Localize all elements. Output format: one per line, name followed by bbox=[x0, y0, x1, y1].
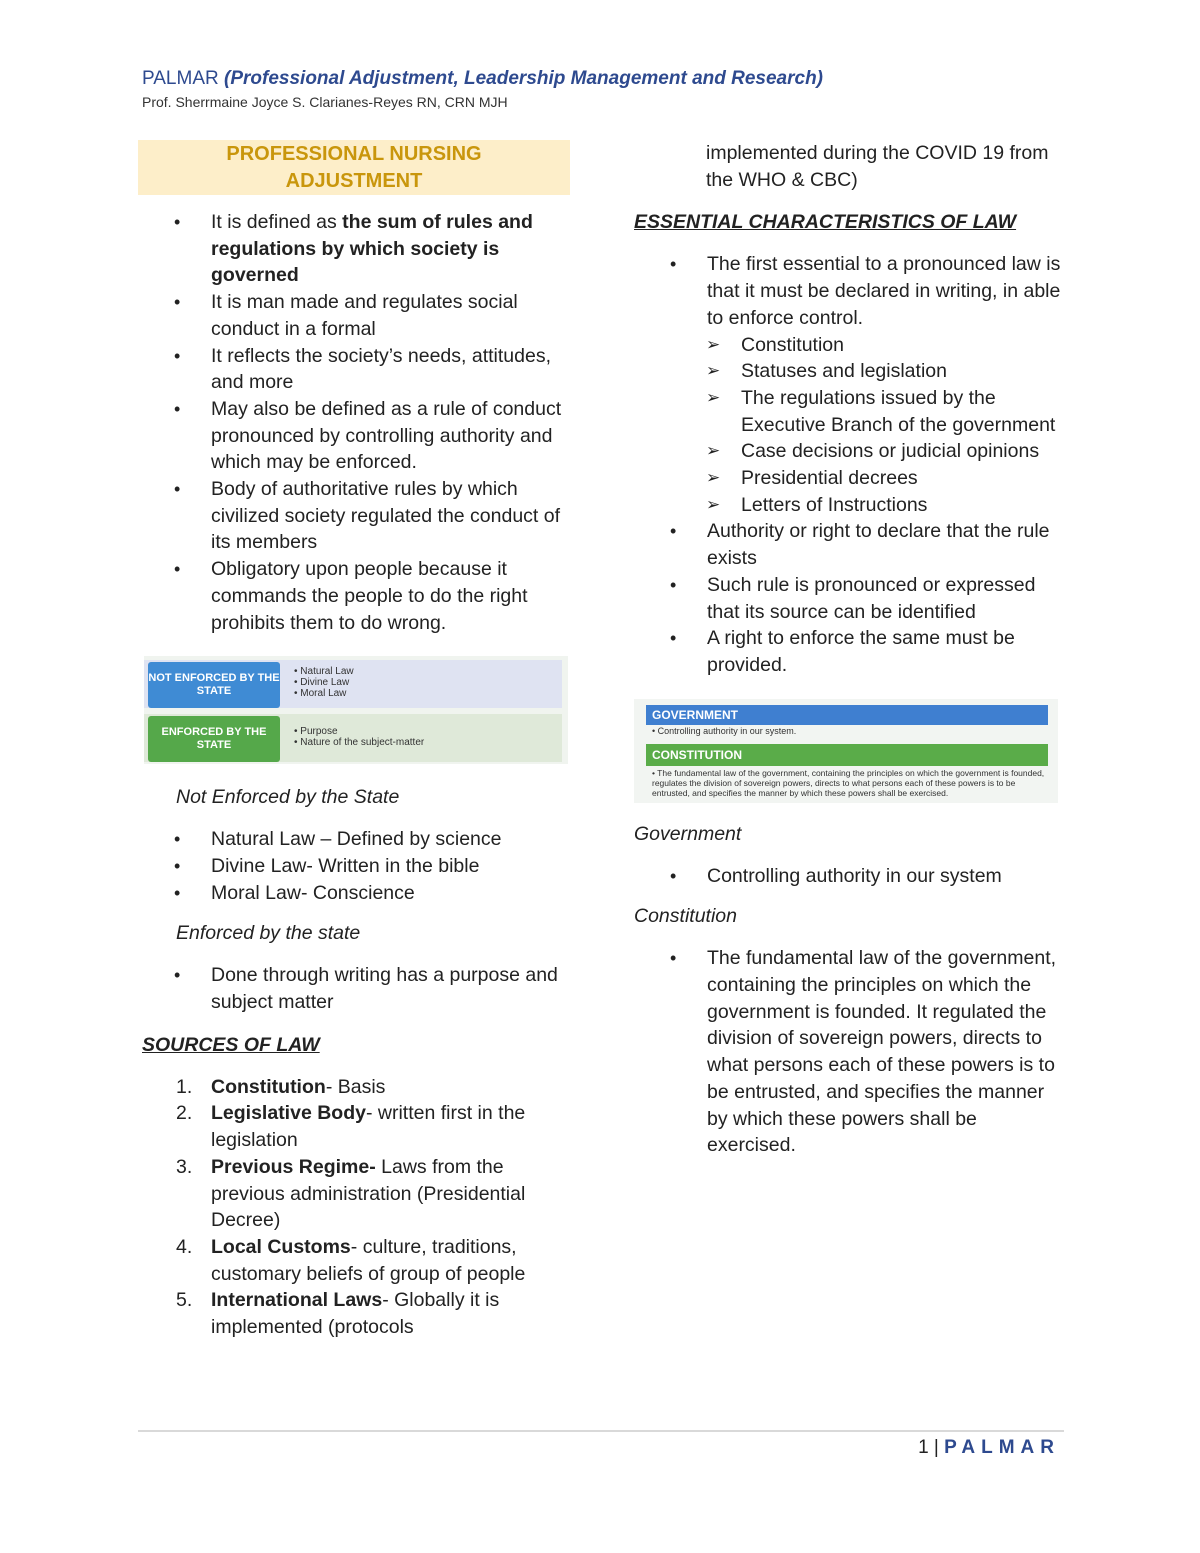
left-column bbox=[138, 140, 570, 1341]
list-item bbox=[138, 1287, 570, 1340]
list-item: • Authority or right to declare that the rule exists bbox=[634, 518, 1064, 571]
item-text: Presidential decrees bbox=[741, 467, 918, 490]
right-column bbox=[634, 140, 1064, 1159]
enforced-heading: Enforced by the state bbox=[176, 922, 361, 945]
item-text: Constitution bbox=[741, 333, 844, 356]
item-text: - written first in the legislation bbox=[211, 1102, 526, 1152]
header-author: Prof. Sherrmaine Joyce S. Clarianes-Reyes RN, CRN MJH bbox=[142, 94, 508, 110]
figure-item: • Purpose bbox=[294, 726, 338, 738]
figure-tag-not-enforced: NOT ENFORCED BY THE STATE bbox=[148, 662, 280, 708]
item-number: 3. bbox=[176, 1155, 193, 1178]
item-text: Laws from the previous administration (Presidential Decree) bbox=[211, 1155, 526, 1232]
government-constitution-figure bbox=[634, 699, 1058, 803]
page-number: 1 | bbox=[918, 1437, 945, 1458]
list-item: • Obligatory upon people because it commands the people to do the right prohibits them to do wrong. bbox=[138, 556, 570, 636]
list-item bbox=[634, 465, 1064, 492]
arrow-list bbox=[634, 332, 1064, 519]
item-text: - culture, traditions, customary beliefs of group of people bbox=[211, 1235, 526, 1285]
arrow-bullet-icon: ➢ bbox=[706, 387, 721, 407]
list-item bbox=[138, 1154, 570, 1234]
essential-characteristics-heading: ESSENTIAL CHARACTERISTICS OF LAW bbox=[634, 211, 1017, 234]
definition-list bbox=[138, 209, 570, 636]
essential-list bbox=[634, 251, 1064, 331]
bullet-text: It is defined as bbox=[211, 211, 343, 233]
list-item: • Divine Law- Written in the bible bbox=[138, 853, 570, 880]
figure-government-label: GOVERNMENT bbox=[646, 705, 1048, 725]
footer-label: PALMAR bbox=[944, 1437, 1060, 1458]
list-item bbox=[634, 385, 1064, 438]
figure-items-not-enforced bbox=[294, 666, 354, 699]
list-item: • Done through writing has a purpose and subject matter bbox=[138, 962, 570, 1015]
item-bold: International Laws bbox=[211, 1289, 383, 1312]
list-item bbox=[634, 358, 1064, 385]
list-item bbox=[634, 492, 1064, 519]
list-item: • It reflects the society’s needs, attitudes, and more bbox=[138, 343, 570, 396]
government-list bbox=[634, 863, 1064, 890]
item-bold: Legislative Body bbox=[211, 1102, 366, 1125]
list-item bbox=[138, 1234, 570, 1287]
list-item bbox=[634, 438, 1064, 465]
list-item: • May also be defined as a rule of conduct pronounced by controlling authority and which may be enforced. bbox=[138, 396, 570, 476]
arrow-bullet-icon: ➢ bbox=[706, 361, 721, 381]
header-title-subtitle: (Professional Adjustment, Leadership Management and Research) bbox=[224, 68, 824, 89]
banner-line-2: ADJUSTMENT bbox=[285, 170, 423, 192]
item-number: 4. bbox=[176, 1235, 193, 1258]
bullet-bold-text: the sum of rules and regulations by which society is governed bbox=[211, 211, 533, 287]
figure-constitution-text: • The fundamental law of the government, containing the principles on which the government is founded, regulates the division of sovereign powers, directs to what persons each of these powers is to be entrusted, and specifies the manner by which these powers shall be exercised. bbox=[652, 767, 1045, 798]
enforcement-figure bbox=[144, 656, 568, 764]
figure-constitution-label: CONSTITUTION bbox=[646, 744, 1048, 766]
item-bold: Local Customs bbox=[211, 1235, 351, 1258]
footer-divider bbox=[138, 1430, 1064, 1432]
figure-item: • Moral Law bbox=[294, 688, 347, 700]
essential-list-more bbox=[634, 518, 1064, 678]
not-enforced-heading: Not Enforced by the State bbox=[176, 786, 400, 809]
item-number: 5. bbox=[176, 1289, 193, 1312]
header-title-main: PALMAR bbox=[142, 68, 225, 89]
list-item bbox=[634, 332, 1064, 359]
arrow-bullet-icon: ➢ bbox=[706, 468, 721, 488]
list-item: • Natural Law – Defined by science bbox=[138, 826, 570, 853]
item-text: The regulations issued by the Executive Branch of the government bbox=[741, 386, 1056, 436]
figure-item: • Natural Law bbox=[294, 666, 354, 678]
item-text: - Globally it is implemented (protocols bbox=[211, 1289, 500, 1339]
constitution-heading: Constitution bbox=[634, 905, 737, 928]
list-item: • Moral Law- Conscience bbox=[138, 880, 570, 907]
banner-line-1: PROFESSIONAL NURSING bbox=[226, 143, 482, 165]
item-number: 2. bbox=[176, 1102, 193, 1125]
list-item: • The first essential to a pronounced law is that it must be declared in writing, in able to enforce control. bbox=[634, 251, 1064, 331]
figure-items-enforced bbox=[294, 726, 424, 748]
item-text: Letters of Instructions bbox=[741, 493, 928, 516]
list-item: • Body of authoritative rules by which civilized society regulated the conduct of its members bbox=[138, 476, 570, 556]
item-text: Case decisions or judicial opinions bbox=[741, 440, 1040, 463]
enforced-list bbox=[138, 962, 570, 1015]
list-item bbox=[138, 1074, 570, 1101]
list-item: • Controlling authority in our system bbox=[634, 863, 1064, 890]
arrow-bullet-icon: ➢ bbox=[706, 334, 721, 354]
page-footer bbox=[800, 1437, 1060, 1459]
government-heading: Government bbox=[634, 822, 742, 845]
arrow-bullet-icon: ➢ bbox=[706, 494, 721, 514]
continuation-text: implemented during the COVID 19 from the WHO & CBC) bbox=[706, 142, 1049, 191]
list-item bbox=[138, 1100, 570, 1153]
list-item: • The fundamental law of the government, containing the principles on which the government is founded. It regulated the division of sovereign powers, directs to what persons each of these powers is to be entrusted, and specifies the manner by which these powers shall be exercised. bbox=[634, 945, 1064, 1159]
section-banner bbox=[138, 140, 570, 195]
arrow-bullet-icon: ➢ bbox=[706, 441, 721, 461]
not-enforced-list bbox=[138, 826, 570, 906]
item-text: - Basis bbox=[325, 1075, 386, 1098]
constitution-list bbox=[634, 945, 1064, 1159]
figure-item: • Nature of the subject-matter bbox=[294, 737, 425, 749]
list-item: • A right to enforce the same must be provided. bbox=[634, 625, 1064, 678]
figure-item: • Divine Law bbox=[294, 677, 350, 689]
item-number: 1. bbox=[176, 1075, 193, 1098]
item-bold: Previous Regime- bbox=[211, 1155, 376, 1178]
sources-of-law-heading: SOURCES OF LAW bbox=[142, 1033, 320, 1056]
figure-tag-enforced: ENFORCED BY THE STATE bbox=[148, 716, 280, 762]
list-item bbox=[138, 209, 570, 289]
item-bold: Constitution bbox=[211, 1075, 326, 1098]
sources-list bbox=[138, 1074, 570, 1341]
item-text: Statuses and legislation bbox=[741, 360, 947, 383]
list-item: • Such rule is pronounced or expressed that its source can be identified bbox=[634, 572, 1064, 625]
list-item: • It is man made and regulates social conduct in a formal bbox=[138, 289, 570, 342]
figure-government-text: • Controlling authority in our system. bbox=[652, 725, 797, 736]
document-header-title bbox=[142, 68, 823, 90]
